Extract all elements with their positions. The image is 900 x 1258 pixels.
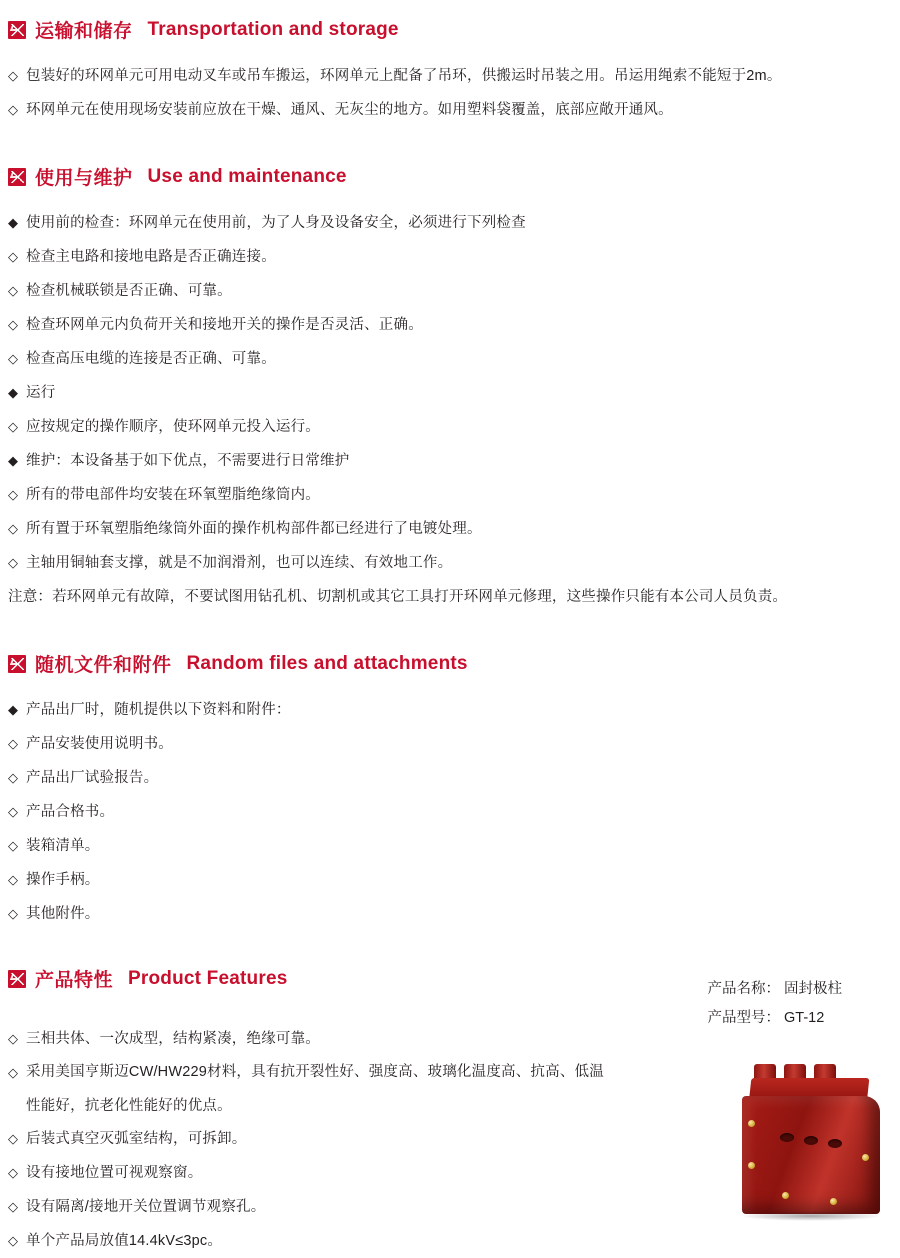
list-text: 产品出厂试验报告。 (26, 770, 159, 786)
section-title-en: Use and maintenance (147, 165, 347, 187)
list-text: 产品出厂时，随机提供以下资料和附件： (26, 702, 291, 718)
list-text: 采用美国亨斯迈CW/HW229材料，具有抗开裂性好、强度高、玻璃化温度高、抗高、低温 (26, 1064, 604, 1080)
section-title-cn: 随机文件和附件 (35, 655, 172, 676)
list-bullet: ◇ (8, 736, 18, 751)
list-bullet: ◇ (8, 68, 18, 83)
section-heading-random-files (0, 650, 900, 677)
list-item (8, 206, 892, 240)
list-bullet: ◇ (8, 1131, 18, 1146)
brass-bolt (782, 1192, 789, 1199)
product-name-row (707, 975, 842, 1004)
red-square-marker-icon (8, 21, 26, 39)
list-item (8, 376, 892, 410)
list-text: 产品安装使用说明书。 (26, 736, 173, 752)
red-square-marker-icon (8, 655, 26, 673)
list-bullet: ◇ (8, 351, 18, 366)
product-identity-block (707, 975, 842, 1033)
list-bullet: ◇ (8, 317, 18, 332)
list-item (8, 1022, 698, 1056)
list-item (8, 1156, 698, 1190)
list-text: 设有隔离/接地开关位置调节观察孔。 (26, 1199, 266, 1215)
list-item (8, 727, 892, 761)
list-text: 产品合格书。 (26, 804, 115, 820)
list-item (8, 512, 892, 546)
list-item (8, 240, 892, 274)
list-item (8, 863, 892, 897)
list-item (8, 1056, 698, 1090)
section-spacer (0, 614, 900, 650)
section-random-files (0, 650, 900, 931)
pole-bushing-hole (828, 1139, 842, 1148)
list-text: 使用前的检查：环网单元在使用前，为了人身及设备安全，必须进行下列检查 (26, 215, 526, 231)
random-files-list (0, 693, 900, 931)
list-text: 检查环网单元内负荷开关和接地开关的操作是否灵活、正确。 (26, 317, 423, 333)
list-item (8, 829, 892, 863)
list-text: 三相共体、一次成型，结构紧凑，绝缘可靠。 (26, 1031, 320, 1047)
list-text: 主轴用铜轴套支撑，就是不加润滑剂，也可以连续、有效地工作。 (26, 555, 453, 571)
list-bullet: ◇ (8, 555, 18, 570)
list-text: 运行 (26, 385, 56, 401)
list-item (8, 1224, 698, 1258)
list-text: 维护：本设备基于如下优点，不需要进行日常维护 (26, 453, 350, 469)
list-bullet: ◇ (8, 419, 18, 434)
heading-spacer (0, 43, 900, 59)
section-product-features (0, 965, 900, 1258)
pole-bushing-hole (780, 1133, 794, 1142)
list-item (8, 274, 892, 308)
list-item (8, 761, 892, 795)
list-bullet: ◇ (8, 1065, 18, 1080)
list-text: 包装好的环网单元可用电动叉车或吊车搬运，环网单元上配备了吊环，供搬运时吊装之用。吊运用绳索不能短于2m。 (26, 68, 782, 84)
list-bullet: ◇ (8, 1199, 18, 1214)
section-spacer (0, 127, 900, 163)
list-text: 环网单元在使用现场安装前应放在干燥、通风、无灰尘的地方。如用塑料袋覆盖，底部应敞开通风。 (26, 102, 673, 118)
list-item (8, 444, 892, 478)
section-spacer (0, 931, 900, 965)
list-bullet: ◇ (8, 872, 18, 887)
list-item (8, 410, 892, 444)
red-square-marker-icon (8, 970, 26, 988)
section-title-cn: 使用与维护 (35, 168, 133, 189)
list-text: 检查高压电缆的连接是否正确、可靠。 (26, 351, 276, 367)
pole-bushing-hole (804, 1136, 818, 1145)
list-bullet: ◇ (8, 102, 18, 117)
heading-spacer (0, 190, 900, 206)
brass-bolt (830, 1198, 837, 1205)
list-text: 操作手柄。 (26, 872, 100, 888)
section-heading-use-maintenance (0, 163, 900, 190)
list-item (8, 59, 892, 93)
product-name-value: 固封极柱 (784, 981, 842, 997)
maintenance-note: 注意：若环网单元有故障，不要试图用钻孔机、切割机或其它工具打开环网单元修理，这些操作只能有本公司人员负责。 (8, 589, 788, 605)
list-bullet: ◆ (8, 215, 18, 230)
list-bullet: ◇ (8, 487, 18, 502)
list-text: 性能好，抗老化性能好的优点。 (26, 1098, 232, 1114)
list-bullet: ◇ (8, 838, 18, 853)
use-maintenance-list (0, 206, 900, 580)
list-item (8, 308, 892, 342)
list-item (8, 93, 892, 127)
list-item (8, 1190, 698, 1224)
list-item (8, 546, 892, 580)
list-text: 检查机械联锁是否正确、可靠。 (26, 283, 232, 299)
section-title-en: Random files and attachments (186, 652, 468, 674)
section-title-en: Transportation and storage (147, 18, 399, 40)
list-text: 其他附件。 (26, 906, 100, 922)
list-text: 所有置于环氧塑脂绝缘筒外面的操作机构部件都已经进行了电镀处理。 (26, 521, 482, 537)
product-model-value: GT-12 (784, 1010, 825, 1026)
section-use-maintenance (0, 163, 900, 614)
list-item (8, 795, 892, 829)
list-bullet: ◇ (8, 1031, 18, 1046)
heading-spacer (0, 677, 900, 693)
pole-body (742, 1096, 880, 1214)
product-model-label: 产品型号： (707, 1010, 780, 1026)
list-item (8, 1122, 698, 1156)
list-text: 后装式真空灭弧室结构，可拆卸。 (26, 1131, 247, 1147)
brass-bolt (748, 1162, 755, 1169)
list-text: 设有接地位置可视观察窗。 (26, 1165, 203, 1181)
list-bullet: ◆ (8, 385, 18, 400)
list-text: 所有的带电部件均安装在环氧塑脂绝缘筒内。 (26, 487, 320, 503)
list-bullet: ◇ (8, 1233, 18, 1248)
solid-sealed-pole-photo (734, 1058, 886, 1223)
section-transportation (0, 16, 900, 127)
section-heading-transportation (0, 16, 900, 43)
list-text: 检查主电路和接地电路是否正确连接。 (26, 249, 276, 265)
section-title-en: Product Features (128, 967, 288, 989)
list-bullet: ◇ (8, 521, 18, 536)
list-text: 单个产品局放值14.4kV≤3pc。 (26, 1233, 223, 1249)
transportation-list (0, 59, 900, 127)
list-bullet: ◇ (8, 249, 18, 264)
list-text: 应按规定的操作顺序，使环网单元投入运行。 (26, 419, 320, 435)
brass-bolt (862, 1154, 869, 1161)
list-text: 装箱清单。 (26, 838, 100, 854)
top-spacer (0, 0, 900, 16)
product-name-label: 产品名称： (707, 981, 780, 997)
brass-bolt (748, 1120, 755, 1127)
product-model-row (707, 1004, 842, 1033)
list-item (8, 342, 892, 376)
list-bullet: ◆ (8, 453, 18, 468)
section-title-cn: 产品特性 (35, 970, 114, 991)
list-item (8, 693, 892, 727)
photo-inner (734, 1058, 886, 1223)
list-bullet: ◆ (8, 702, 18, 717)
red-square-marker-icon (8, 168, 26, 186)
list-bullet: ◇ (8, 804, 18, 819)
list-item (8, 478, 892, 512)
list-item (8, 897, 892, 931)
product-features-list (0, 1022, 706, 1258)
photo-base-shadow (740, 1211, 882, 1221)
list-bullet: ◇ (8, 1165, 18, 1180)
list-bullet: ◇ (8, 770, 18, 785)
list-bullet: ◇ (8, 906, 18, 921)
section-title-cn: 运输和储存 (35, 21, 133, 42)
list-bullet: ◇ (8, 283, 18, 298)
list-item-continuation (8, 1090, 698, 1122)
